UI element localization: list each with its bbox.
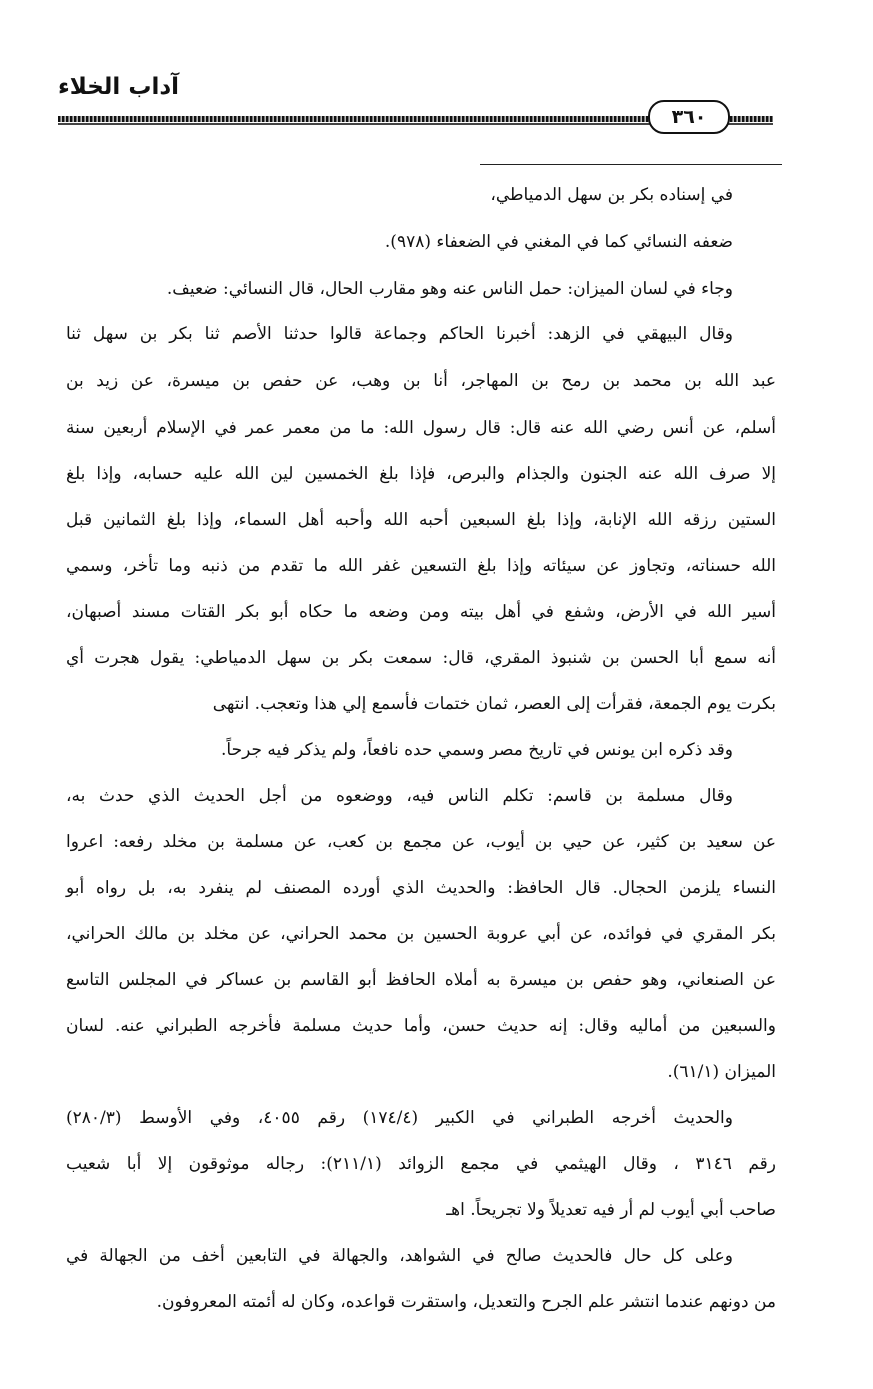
- text-line: بكر المقري في فوائده، عن أبي عروبة الحسين بن محمد الحراني، عن مخلد بن مالك الحراني،: [66, 924, 776, 944]
- text-line: الله حسناته، وتجاوز عن سيئاته وإذا بلغ التسعين غفر الله ما تقدم من ذنبه وما تأخر، وسمي: [66, 556, 776, 576]
- page-number: ٣٦٠: [648, 100, 730, 134]
- text-line: وجاء في لسان الميزان: حمل الناس عنه وهو مقارب الحال، قال النسائي: ضعيف.: [166, 279, 733, 299]
- footnote-separator: [480, 164, 782, 165]
- text-line: عن الصنعاني، وهو حفص بن ميسرة به أملاه الحافظ أبو القاسم بن عساكر في المجلس التاسع: [66, 970, 776, 990]
- text-line: وقال البيهقي في الزهد: أخبرنا الحاكم وجماعة قالوا حدثنا الأصم ثنا بكر بن سهل ثنا: [66, 324, 733, 344]
- text-line: وعلى كل حال فالحديث صالح في الشواهد، والجهالة في التابعين أخف من الجهالة في: [66, 1246, 733, 1266]
- text-line: صاحب أبي أيوب لم أر فيه تعديلاً ولا تجريحاً. اهـ: [446, 1200, 776, 1220]
- text-line: الميزان (٦١/١).: [667, 1062, 776, 1082]
- text-line: وقال مسلمة بن قاسم: تكلم الناس فيه، ووضعوه من أجل الحديث الذي حدث به،: [66, 786, 733, 806]
- text-line: عبد الله بن محمد بن رمح بن المهاجر، أنا بن وهب، عن حفص بن ميسرة، عن زيد بن: [66, 371, 776, 391]
- text-line: بكرت يوم الجمعة، فقرأت إلى العصر، ثمان ختمات فأسمع إلي هذا وتعجب. انتهى: [212, 694, 776, 714]
- text-line: الستين رزقه الله الإنابة، وإذا بلغ السبعين أحبه الله وأحبه أهل السماء، وإذا بلغ الثمانين قبل: [66, 510, 776, 530]
- text-line: أنه سمع أبا الحسن بن شنبوذ المقري، قال: سمعت بكر بن سهل الدمياطي: يقول هجرت أي: [66, 648, 776, 668]
- text-line: والسبعين من أماليه وقال: إنه حديث حسن، وأما حديث مسلمة فأخرجه الطبراني عنه. لسان: [66, 1016, 776, 1036]
- text-line: النساء يلزمن الحجال. قال الحافظ: والحديث الذي أورده المصنف لم ينفرد به، بل رواه أبو: [66, 878, 776, 898]
- text-line: في إسناده بكر بن سهل الدمياطي،: [490, 185, 733, 205]
- text-line: والحديث أخرجه الطبراني في الكبير (١٧٤/٤) رقم ٤٠٥٥، وفي الأوسط (٢٨٠/٣): [66, 1108, 733, 1128]
- text-line: عن سعيد بن كثير، عن حيي بن أيوب، عن مجمع بن كعب، عن مسلمة بن مخلد رفعه: اعروا: [66, 832, 776, 852]
- text-line: ضعفه النسائي كما في المغني في الضعفاء (٩٧٨).: [384, 232, 733, 252]
- text-line: إلا صرف الله عنه الجنون والجذام والبرص، فإذا بلغ الخمسين لين الله عليه حسابه، وإذا بلغ: [66, 464, 776, 484]
- book-title: آداب الخلاء: [58, 74, 180, 100]
- text-line: أسير الله في الأرض، وشفع في أهل بيته ومن وضعه ما حكاه أبو بكر القتات مسند أصبهان،: [66, 602, 776, 622]
- text-line: وقد ذكره ابن يونس في تاريخ مصر وسمي حده نافعاً، ولم يذكر فيه جرحاً.: [220, 740, 733, 760]
- text-line: من دونهم عندما انتشر علم الجرح والتعديل، واستقرت قواعده، وكان له أئمته المعروفون.: [156, 1292, 776, 1312]
- text-line: رقم ٣١٤٦ ، وقال الهيثمي في مجمع الزوائد (٢١١/١): رجاله موثوقون إلا أبا شعيب: [66, 1154, 776, 1174]
- text-line: أسلم، عن أنس رضي الله عنه قال: قال رسول الله: ما من معمر عمر في الإسلام أربعين سنة: [66, 418, 776, 438]
